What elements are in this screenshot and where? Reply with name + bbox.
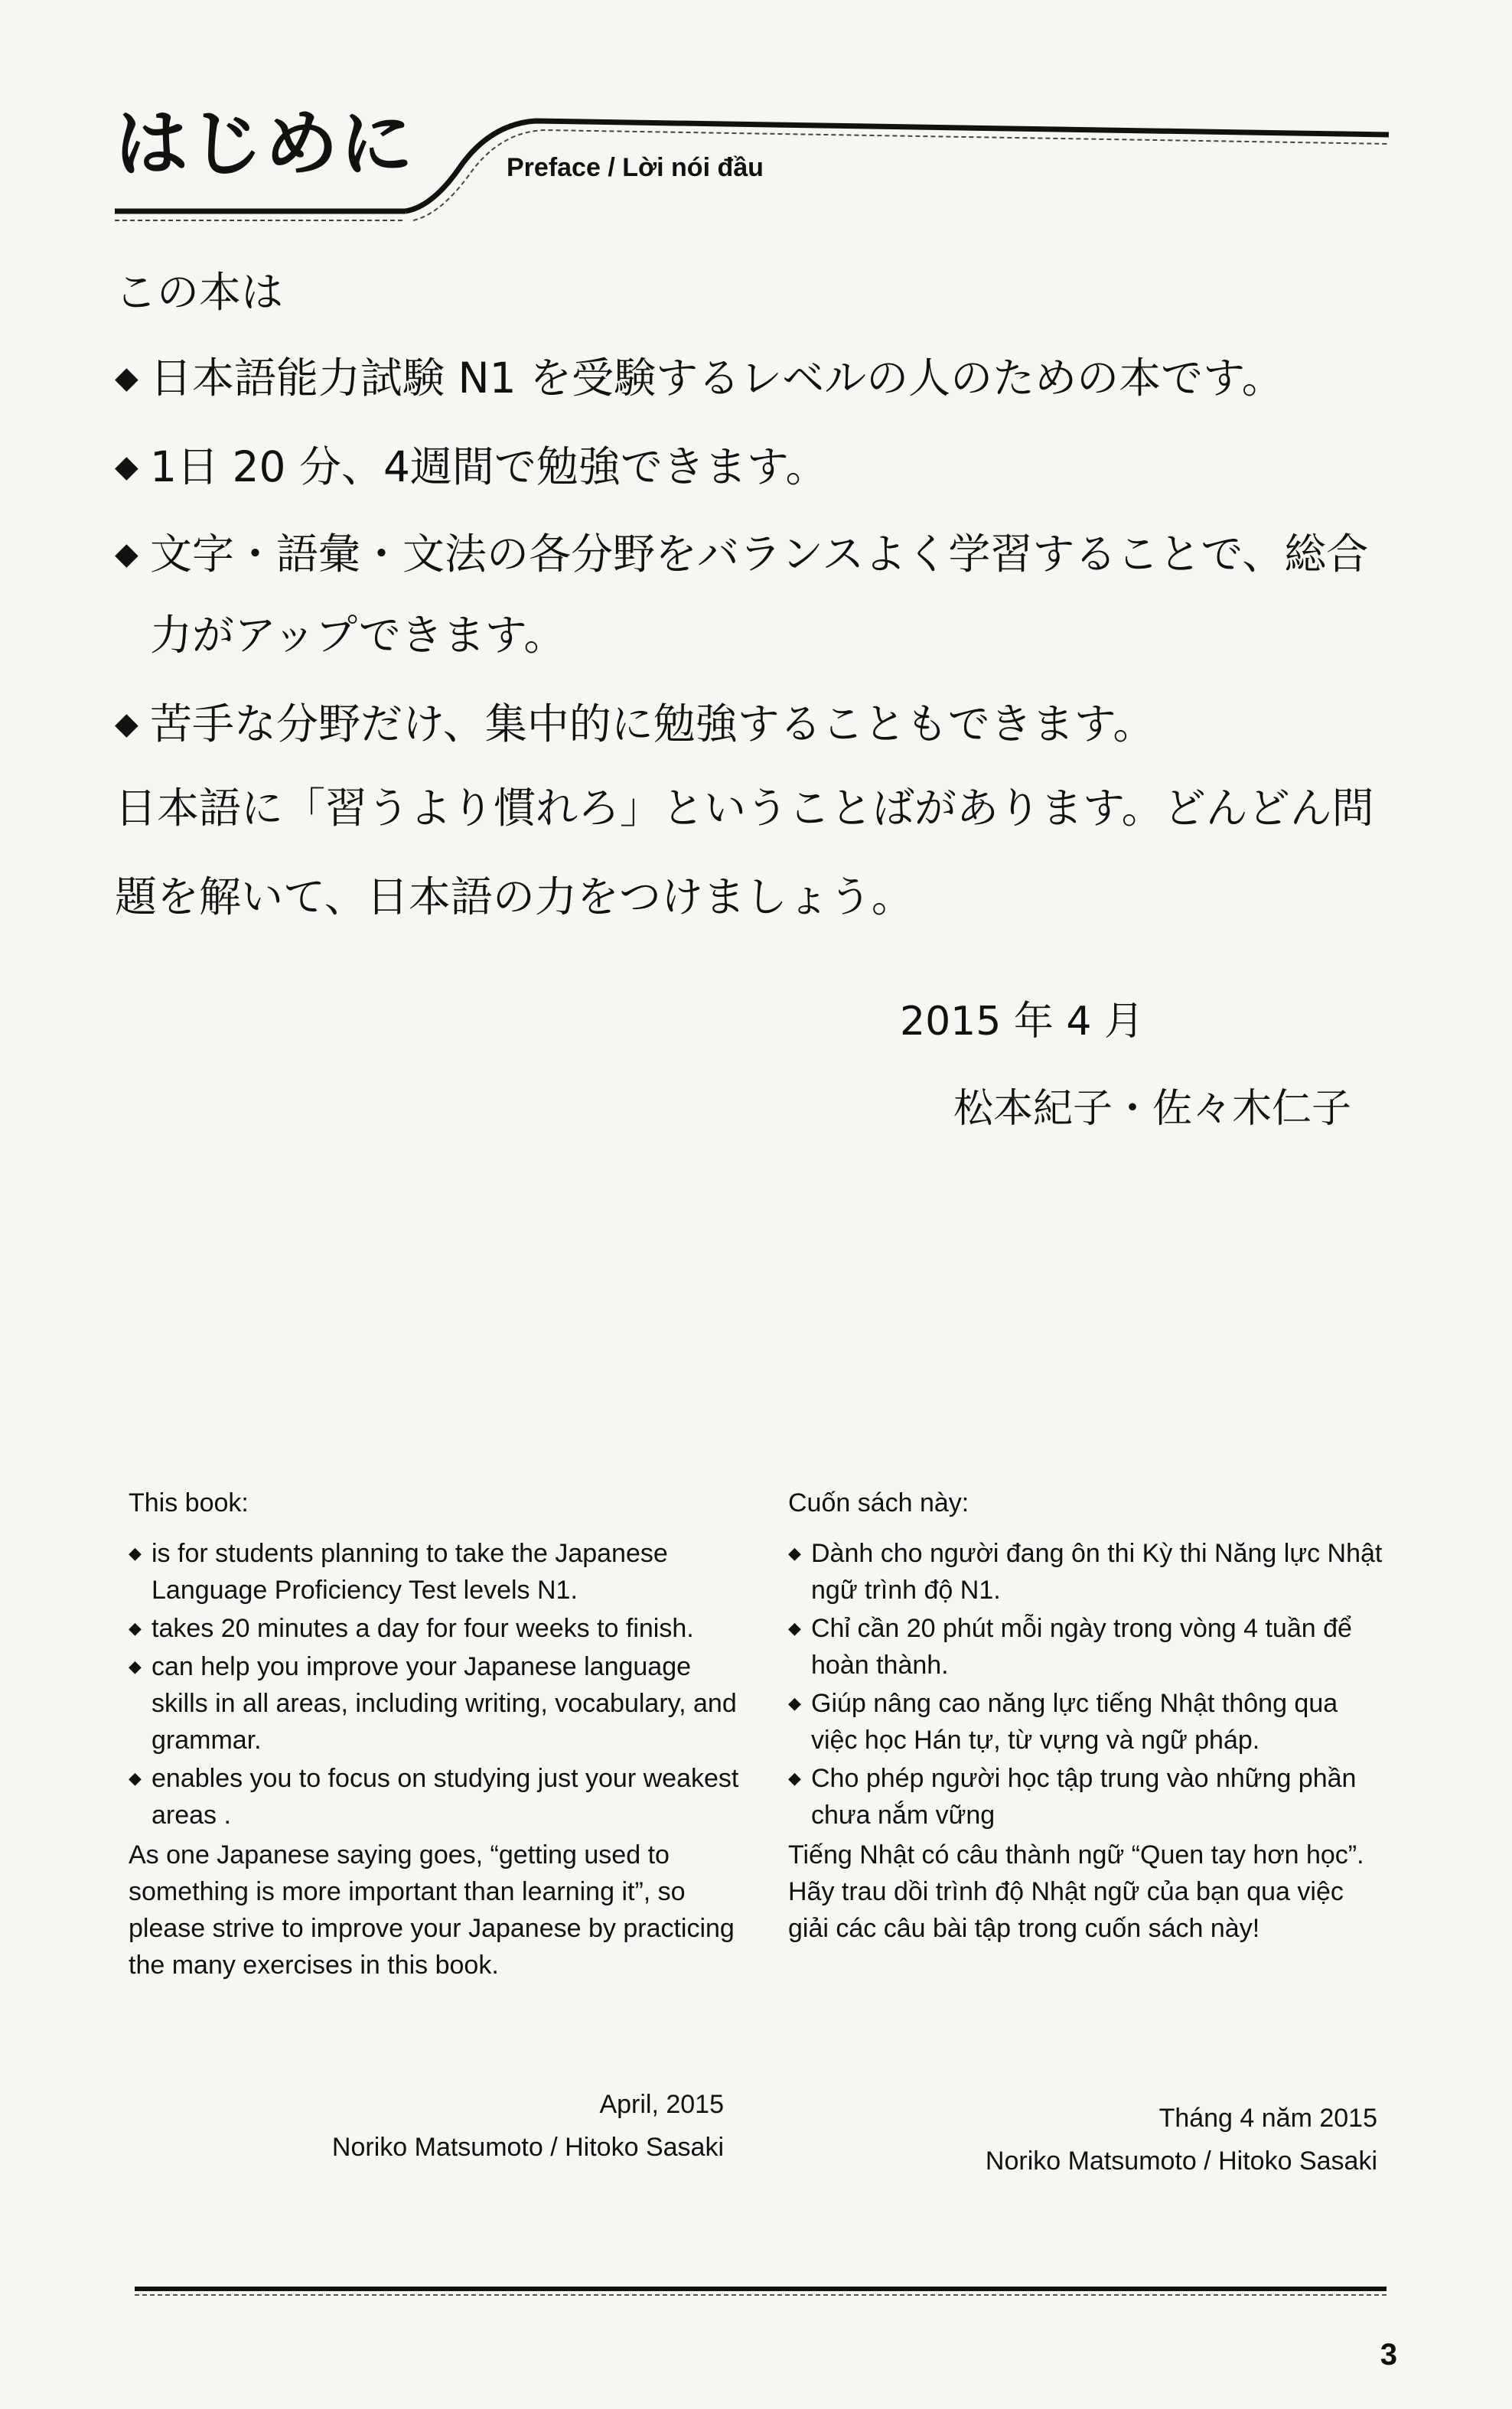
list-item: ◆ is for students planning to take the Japanese Language Proficiency Test levels N1. [129, 1535, 741, 1609]
jp-saying-line-2: 題を解いて、日本語の力をつけましょう。 [115, 872, 914, 921]
english-date: April, 2015 [599, 2090, 724, 2119]
jp-bullet-1: ◆ 日本語能力試験 N1 を受験するレベルの人のための本です。 [115, 354, 1284, 403]
english-authors: Noriko Matsumoto / Hitoko Sasaki [331, 2133, 724, 2162]
diamond-bullet-icon: ◆ [129, 1618, 142, 1638]
jp-saying-line-1: 日本語に「習うより慣れろ」ということばがあります。どんどん問 [115, 784, 1374, 833]
list-item: ◆ takes 20 minutes a day for four weeks to finish. [129, 1610, 741, 1647]
diamond-bullet-icon: ◆ [115, 449, 138, 484]
page-number: 3 [1380, 2338, 1397, 2372]
diamond-bullet-icon: ◆ [115, 360, 138, 396]
diamond-bullet-icon: ◆ [788, 1618, 801, 1638]
jp-intro: この本は [115, 268, 284, 317]
list-item: ◆ Cho phép người học tập trung vào những phần chưa nắm vững [788, 1760, 1385, 1834]
english-heading: This book: [129, 1488, 249, 1517]
jp-bullet-4: ◆ 苦手な分野だけ、集中的に勉強することもできます。 [115, 699, 1155, 748]
list-item: ◆ enables you to focus on studying just your weakest areas . [129, 1760, 741, 1834]
english-bullet-list [129, 1535, 741, 1834]
diamond-bullet-icon: ◆ [788, 1693, 801, 1713]
english-signature [332, 2083, 724, 2169]
list-item: ◆ Dành cho người đang ôn thi Kỳ thi Năng lực Nhật ngữ trình độ N1. [788, 1535, 1385, 1609]
diamond-bullet-icon: ◆ [788, 1544, 801, 1563]
vietnamese-heading: Cuốn sách này: [788, 1488, 969, 1517]
jp-bullet-2: ◆ 1日 20 分、4週間で勉強できます。 [115, 442, 828, 491]
vietnamese-bullet-list [788, 1535, 1385, 1834]
jp-bullet-3: ◆ 文字・語彙・文法の各分野をバランスよく学習することで、総合 [115, 530, 1369, 579]
jp-bullet-3-cont: 力がアップできます。 [150, 611, 566, 660]
diamond-bullet-icon: ◆ [129, 1544, 142, 1563]
english-saying: As one Japanese saying goes, “getting used to something is more important than learning it”, so please strive to improve your Japanese by practicing the many exercises in this book. [129, 1840, 735, 1980]
list-item: ◆ Chỉ cần 20 phút mỗi ngày trong vòng 4 tuần để hoàn thành. [788, 1610, 1385, 1684]
vietnamese-signature [986, 2097, 1377, 2182]
page-title: はじめに [115, 101, 415, 187]
header-decoration [0, 0, 1512, 245]
diamond-bullet-icon: ◆ [129, 1657, 142, 1676]
footer-rule [135, 2287, 1387, 2291]
diamond-bullet-icon: ◆ [115, 706, 138, 742]
diamond-bullet-icon: ◆ [115, 536, 138, 572]
footer-rule-dashed [135, 2294, 1387, 2296]
english-column [129, 1485, 741, 1984]
jp-date: 2015 年 4 月 [900, 999, 1145, 1045]
vietnamese-authors: Noriko Matsumoto / Hitoko Sasaki [985, 2147, 1377, 2176]
vietnamese-date: Tháng 4 năm 2015 [1158, 2104, 1377, 2133]
jp-authors: 松本紀子・佐々木仁子 [953, 1086, 1352, 1132]
list-item: ◆ can help you improve your Japanese language skills in all areas, including writing, vocabulary, and grammar. [129, 1648, 741, 1759]
diamond-bullet-icon: ◆ [788, 1768, 801, 1788]
vietnamese-column [788, 1485, 1385, 1947]
page-subtitle: Preface / Lời nói đầu [507, 153, 764, 182]
vietnamese-saying: Tiếng Nhật có câu thành ngữ “Quen tay hơn học”. Hãy trau dồi trình độ Nhật ngữ của bạn qua việc giải các câu bài tập trong cuốn sách này! [788, 1840, 1364, 1943]
list-item: ◆ Giúp nâng cao năng lực tiếng Nhật thông qua việc học Hán tự, từ vựng và ngữ pháp. [788, 1685, 1385, 1759]
diamond-bullet-icon: ◆ [129, 1768, 142, 1788]
